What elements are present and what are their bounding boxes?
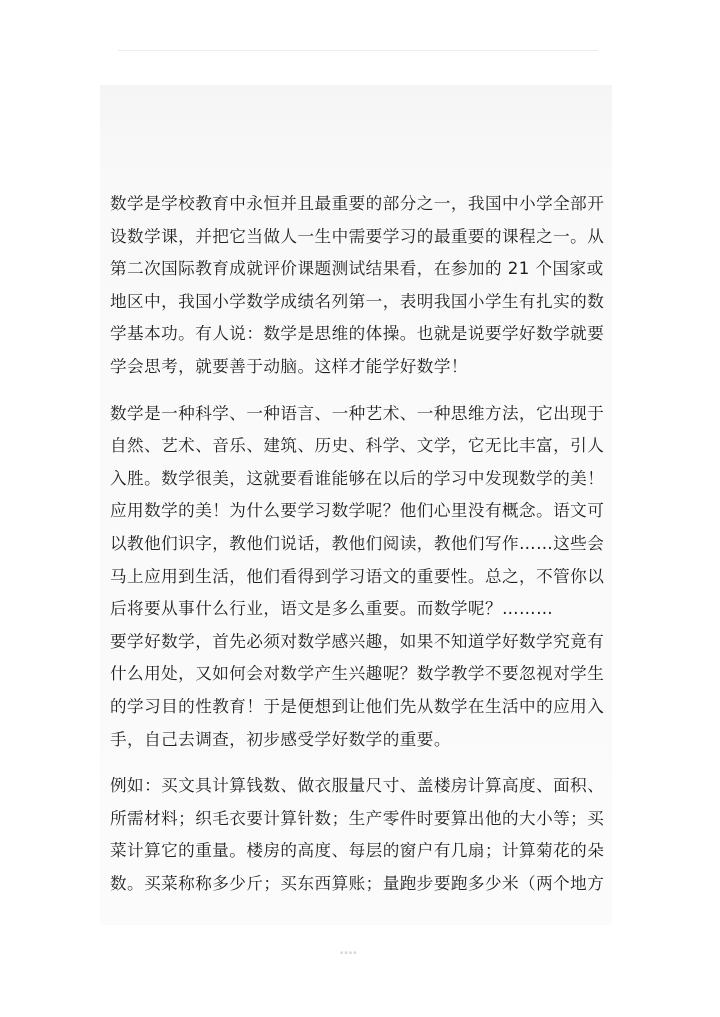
paragraph-4: 例如：买文具计算钱数、做衣服量尺寸、盖楼房计算高度、面积、 所需材料；织毛衣要计算针数；生产零件时要算出他的大小等；买 菜计算它的重量。楼房的高度、每层的窗户有几扇；计算菊花的朵 数。买菜称称多少斤；买东西算账；量跑步要跑多少米（两个地方 (110, 776, 605, 893)
paragraph-1: 数学是学校教育中永恒并且最重要的部分之一，我国中小学全部开 设数学课，并把它当做人一生中需要学习的最重要的课程之一。从 第二次国际教育成就评价课题测试结果看，在参加的 21 个国家或 地区中，我国小学数学成绩名列第一，表明我国小学生有扎实的数 学基本功。有人说：数学是思维的体操。也就是说要学好数学就要 学会思考，就要善于动脑。这样才能学好数学！ (110, 194, 605, 376)
paragraph-2: 数学是一种科学、一种语言、一种艺术、一种思维方法，它出现于 自然、艺术、音乐、建筑、历史、科学、文学，它无比丰富，引人 入胜。数学很美，这就要看谁能够在以后的学习中发现数学的美！ 应用数学的美！为什么要学习数学呢？他们心里没有概念。语文可 以教他们识字，教他们说话，教他们阅读，教他们写作……这些会 马上应用到生活，他们看得到学习语文的重要性。总之，不管你以 后将要从事什么行业，语文是多么重要。而数学呢？……… (110, 403, 605, 619)
footer-watermark-mark: ▪▪▪▪ (340, 950, 358, 956)
document-body (110, 188, 606, 900)
paragraph-3: 要学好数学，首先必须对数学感兴趣，如果不知道学好数学究竟有 什么用处，又如何会对数学产生兴趣呢？数学教学不要忽视对学生 的学习目的性教育！于是便想到让他们先从数学在生活中的应用入 手，自己去调查，初步感受学好数学的重要。 (110, 631, 605, 749)
top-rule (118, 50, 598, 51)
